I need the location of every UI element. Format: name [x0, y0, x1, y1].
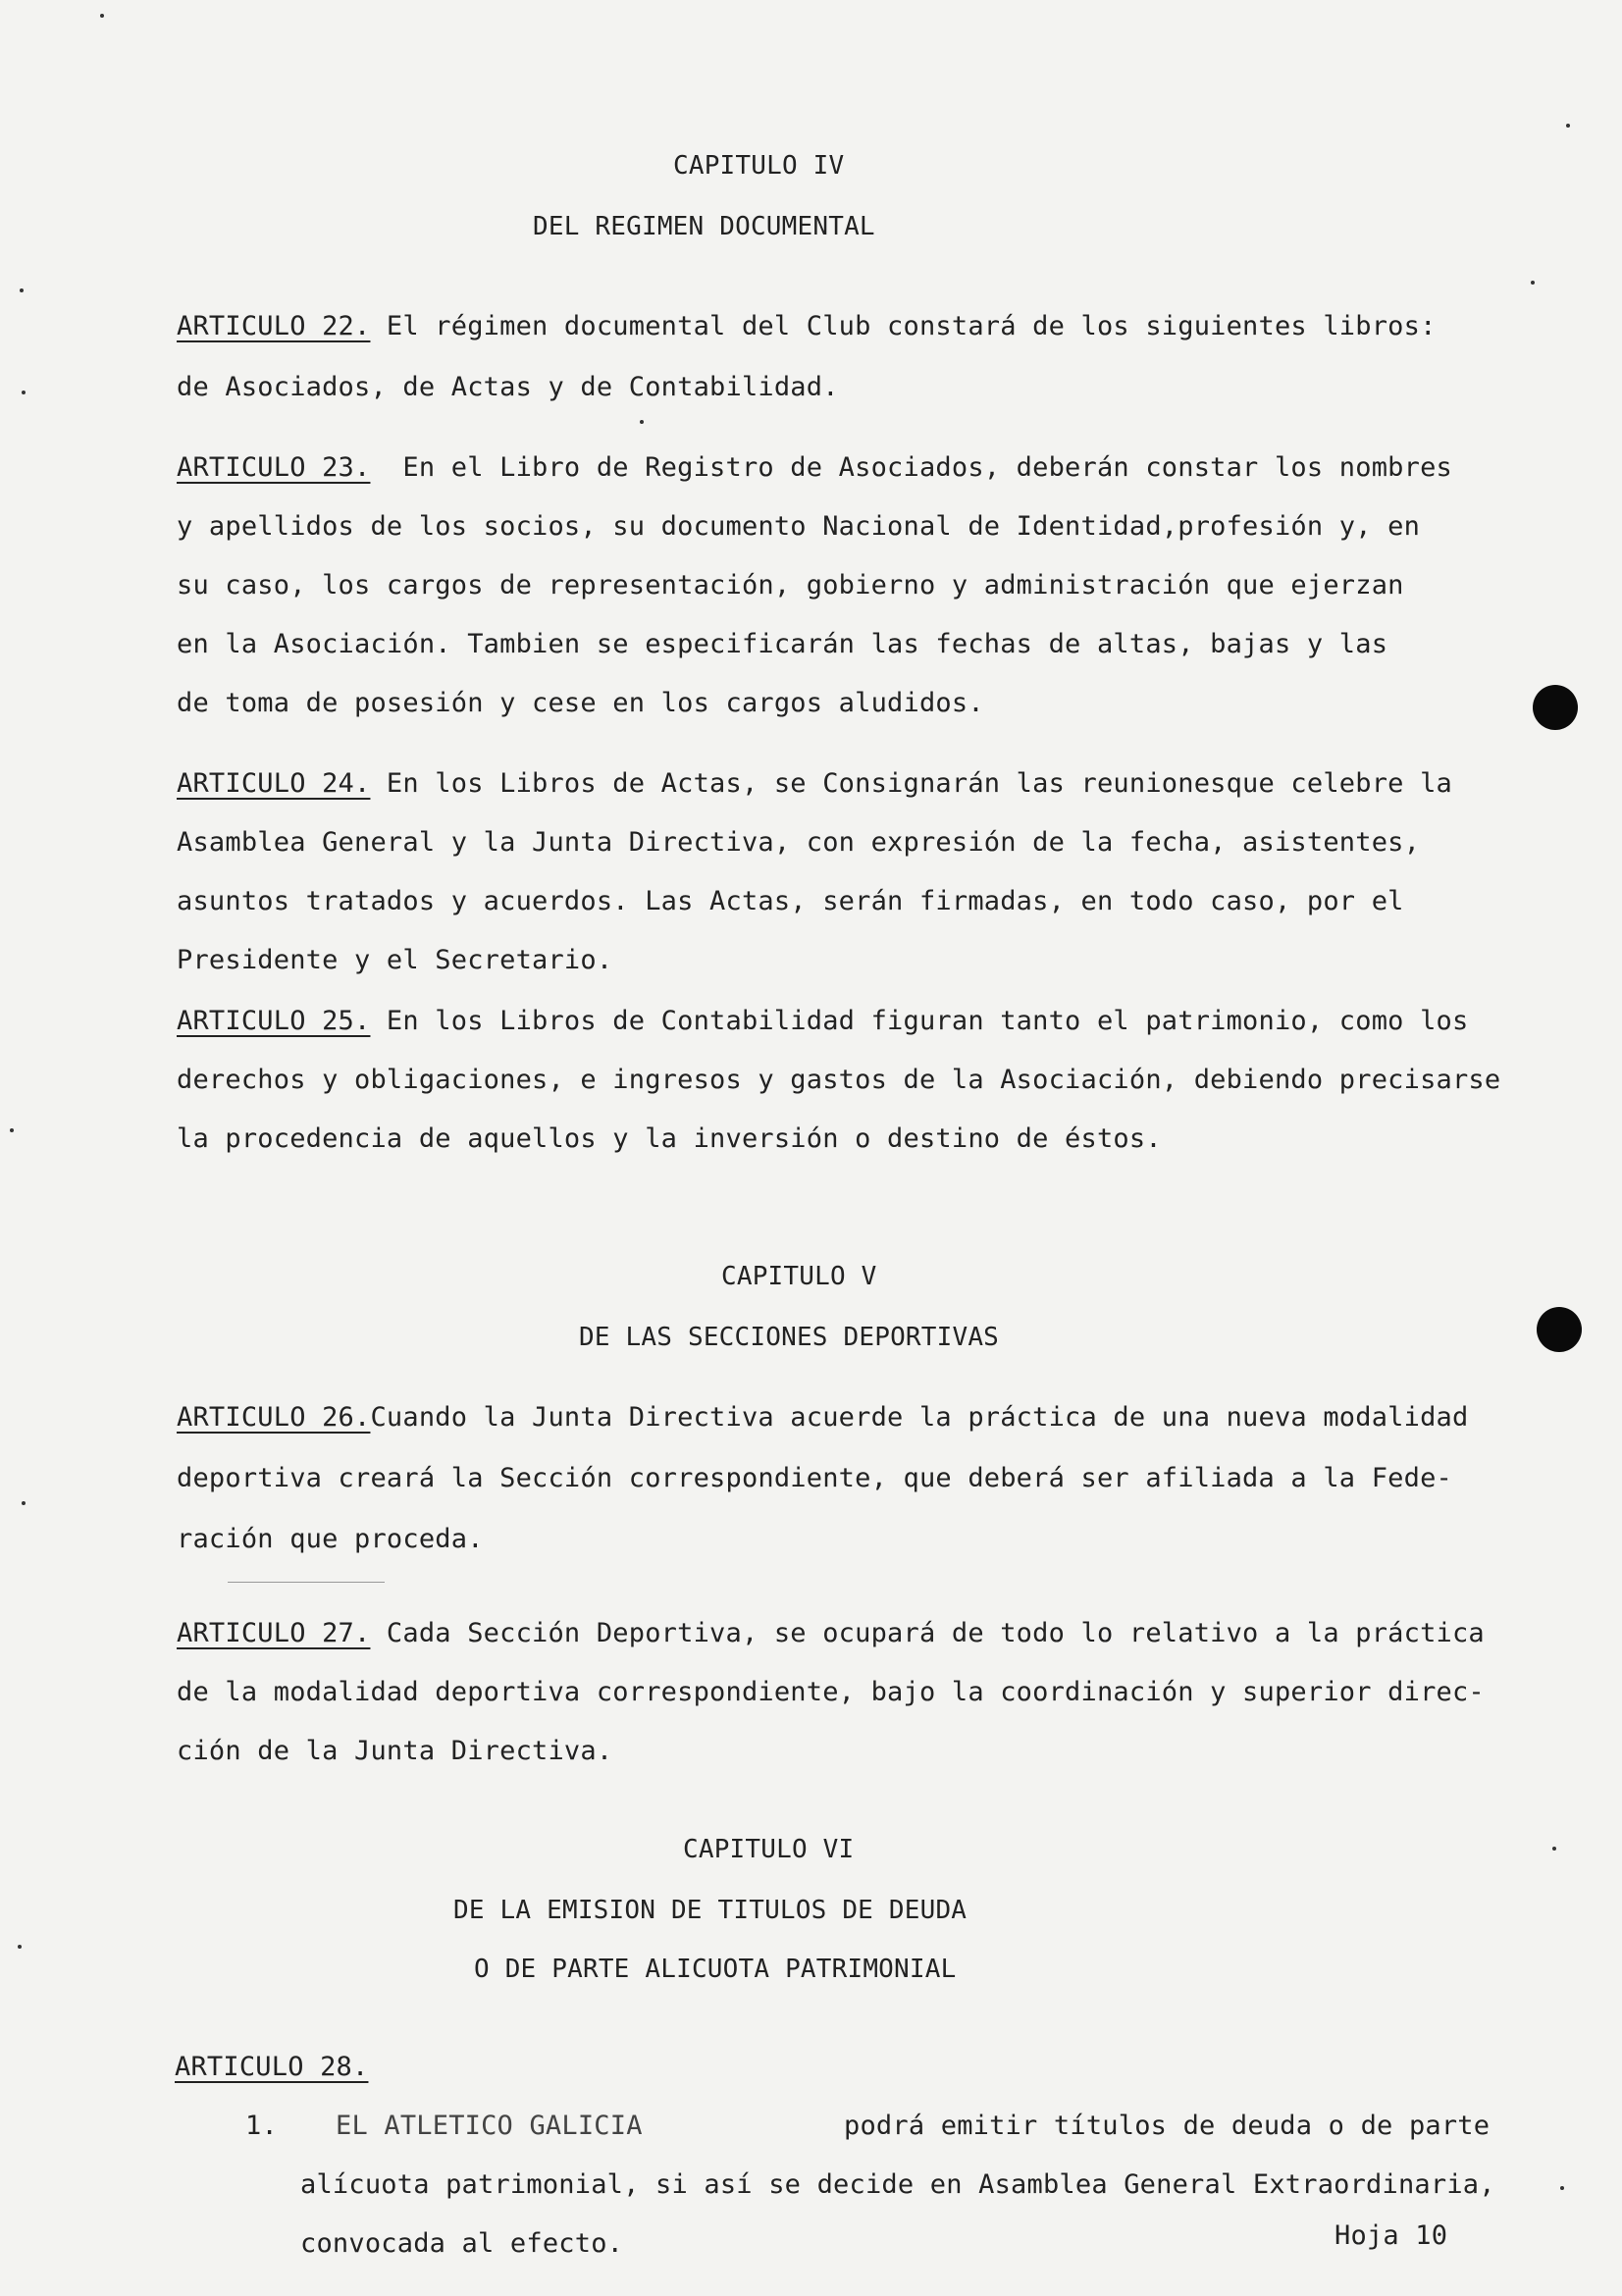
article-24-line-3: asuntos tratados y acuerdos. Las Actas, serán firmadas, en todo caso, por el — [177, 886, 1404, 916]
article-26-label: ARTICULO 26. — [177, 1402, 371, 1433]
article-27-line-2: de la modalidad deportiva correspondiente, bajo la coordinación y superior direc- — [177, 1677, 1485, 1707]
article-22-line-2: de Asociados, de Actas y de Contabilidad. — [177, 372, 839, 402]
article-27 — [177, 1617, 1485, 1650]
chapter-6-title: CAPITULO VI — [683, 1835, 855, 1864]
speck — [22, 391, 26, 394]
article-24-line-4: Presidente y el Secretario. — [177, 945, 613, 975]
article-25-line-2: derechos y obligaciones, e ingresos y gastos de la Asociación, debiendo precisarse — [177, 1065, 1501, 1095]
chapter-4-title: CAPITULO IV — [673, 151, 845, 181]
article-23-label: ARTICULO 23. — [177, 452, 371, 483]
article-23-line-2: y apellidos de los socios, su documento Nacional de Identidad,profesión y, en — [177, 511, 1421, 542]
article-28-line-2: alícuota patrimonial, si así se decide en Asamblea General Extraordinaria, — [300, 2169, 1495, 2200]
article-24-line-2: Asamblea General y la Junta Directiva, con expresión de la fecha, asistentes, — [177, 827, 1421, 858]
article-24 — [177, 767, 1452, 801]
article-24-label: ARTICULO 24. — [177, 768, 371, 799]
article-23-line-4: en la Asociación. Tambien se especificarán las fechas de altas, bajas y las — [177, 629, 1388, 659]
chapter-4-subtitle: DEL REGIMEN DOCUMENTAL — [533, 212, 875, 241]
speck — [100, 14, 104, 18]
speck — [1531, 281, 1535, 285]
speck — [1560, 2186, 1564, 2190]
article-26-line-1: Cuando la Junta Directiva acuerde la práctica de una nueva modalidad — [370, 1402, 1469, 1433]
article-27-label: ARTICULO 27. — [177, 1618, 371, 1648]
article-23-line-3: su caso, los cargos de representación, gobierno y administración que ejerzan — [177, 570, 1404, 600]
chapter-5-title: CAPITULO V — [721, 1262, 877, 1291]
article-25-label: ARTICULO 25. — [177, 1006, 371, 1036]
speck — [20, 288, 24, 292]
article-26-line-2: deportiva creará la Sección correspondiente, que deberá ser afiliada a la Fede- — [177, 1463, 1452, 1493]
stray-rule — [228, 1582, 385, 1583]
article-25 — [177, 1005, 1468, 1038]
article-23-line-5: de toma de posesión y cese en los cargos aludidos. — [177, 688, 984, 718]
article-27-line-3: ción de la Junta Directiva. — [177, 1736, 613, 1766]
speck — [640, 420, 644, 424]
article-22-line-1: El régimen documental del Club constará de los siguientes libros: — [370, 311, 1437, 341]
article-28-line-3: convocada al efecto. — [300, 2228, 624, 2259]
speck — [1566, 124, 1570, 128]
article-28-club-name: EL ATLETICO GALICIA — [336, 2111, 643, 2141]
chapter-5-subtitle: DE LAS SECCIONES DEPORTIVAS — [579, 1323, 1000, 1352]
article-25-line-1: En los Libros de Contabilidad figuran tanto el patrimonio, como los — [370, 1006, 1469, 1036]
speck — [10, 1128, 14, 1132]
article-22-label: ARTICULO 22. — [177, 311, 371, 341]
punch-hole-top — [1533, 685, 1578, 730]
article-26 — [177, 1401, 1468, 1435]
article-23-line-1: En el Libro de Registro de Asociados, deberán constar los nombres — [370, 452, 1452, 483]
chapter-6-subtitle-1: DE LA EMISION DE TITULOS DE DEUDA — [453, 1896, 968, 1925]
speck — [22, 1501, 26, 1505]
article-23 — [177, 451, 1452, 485]
article-25-line-3: la procedencia de aquellos y la inversión o destino de éstos. — [177, 1123, 1162, 1154]
article-22 — [177, 310, 1437, 343]
article-28-line-1: podrá emitir títulos de deuda o de parte — [844, 2111, 1491, 2141]
article-28-item-number: 1. — [245, 2111, 278, 2141]
article-27-line-1: Cada Sección Deportiva, se ocupará de todo lo relativo a la práctica — [370, 1618, 1485, 1648]
article-26-line-3: ración que proceda. — [177, 1524, 484, 1554]
punch-hole-bottom — [1537, 1307, 1582, 1352]
chapter-6-subtitle-2: O DE PARTE ALICUOTA PATRIMONIAL — [474, 1955, 957, 1984]
article-24-line-1: En los Libros de Actas, se Consignarán las reunionesque celebre la — [370, 768, 1452, 799]
speck — [1552, 1847, 1556, 1851]
speck — [18, 1945, 22, 1949]
sheet-number: Hoja 10 — [1334, 2220, 1448, 2251]
article-28-label: ARTICULO 28. — [175, 2052, 369, 2082]
